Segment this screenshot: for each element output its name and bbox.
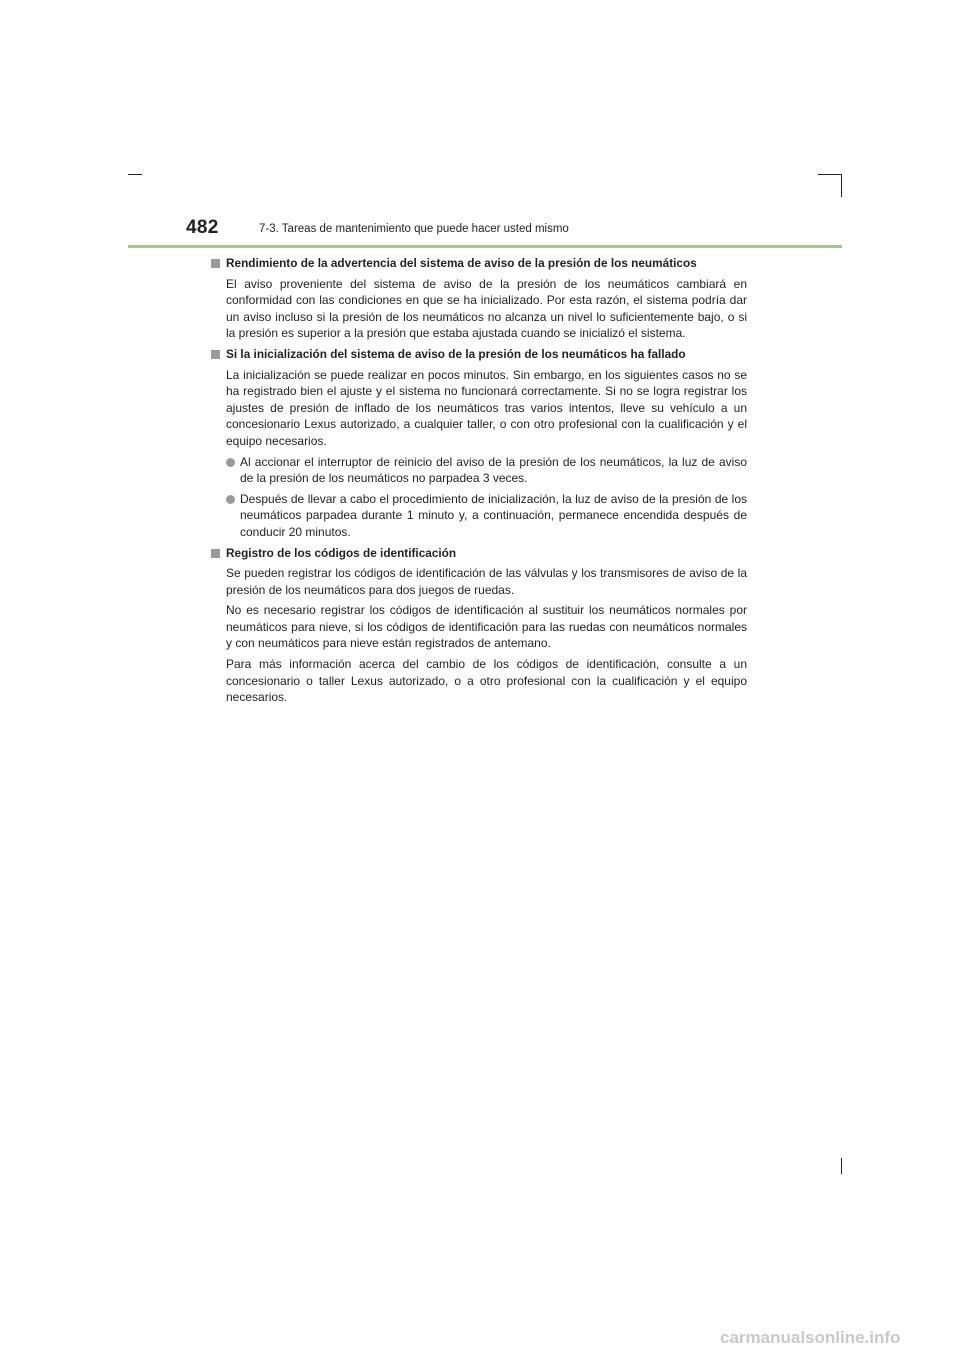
square-bullet-icon xyxy=(211,549,220,558)
page-content xyxy=(210,255,747,710)
square-bullet-icon xyxy=(211,350,220,359)
crop-mark-top-left-horizontal xyxy=(128,174,142,175)
bullet-item xyxy=(226,454,747,487)
square-bullet-icon xyxy=(211,259,220,268)
section-heading-text: Registro de los códigos de identificación xyxy=(226,545,457,560)
header-rule xyxy=(128,245,842,248)
section-id-code-registration xyxy=(210,545,747,706)
circle-bullet-icon xyxy=(226,495,235,504)
page-number: 482 xyxy=(186,217,219,238)
crop-mark-bottom-right-vertical xyxy=(841,1158,842,1174)
paragraph: La inicialización se puede realizar en pocos minutos. Sin embargo, en los siguientes casos no se ha registrado bien el ajuste y el sistema no funcionará correctamente. Si no se logra registrar los ajustes de presión de inflado de los neumáticos tras varios intentos, lleve su vehículo a un concesionario Lexus autorizado, a cualquier taller, o con otro profesional con la cualificación y el equipo necesarios. xyxy=(226,367,747,448)
section-initialization-failed xyxy=(210,346,747,541)
bullet-item xyxy=(226,491,747,541)
bullet-text: Después de llevar a cabo el procedimiento de inicialización, la luz de aviso de la presión de los neumáticos parpadea durante 1 minuto y, a continuación, permanece encendida después de conducir 20 minutos. xyxy=(240,491,747,539)
site-watermark: carmanualsonline.info xyxy=(720,1328,901,1347)
crop-mark-top-right-horizontal xyxy=(818,174,842,175)
bullet-text: Al accionar el interruptor de reinicio del aviso de la presión de los neumáticos, la luz de aviso de la presión de los neumáticos no parpadea 3 veces. xyxy=(240,454,747,486)
crop-mark-top-right-vertical xyxy=(841,174,842,197)
section-heading-text: Rendimiento de la advertencia del sistema de aviso de la presión de los neumáticos xyxy=(226,256,697,270)
paragraph: Se pueden registrar los códigos de identificación de las válvulas y los transmisores de aviso de la presión de los neumáticos para dos juegos de ruedas. xyxy=(226,566,747,597)
paragraph: El aviso proveniente del sistema de aviso de la presión de los neumáticos cambiará en conformidad con las condiciones en que se ha inicializado. Por esta razón, el sistema podría dar un aviso incluso si la presión de los neumáticos no alcanza un nivel lo suficientemente bajo, o si la presión es superior a la presión que estaba ajustada cuando se inicializó el sistema. xyxy=(226,276,747,341)
section-heading xyxy=(210,255,747,272)
circle-bullet-icon xyxy=(226,458,235,467)
section-heading-text: Si la inicialización del sistema de aviso de la presión de los neumáticos ha fallado xyxy=(226,346,686,361)
section-heading xyxy=(210,545,747,562)
page-header xyxy=(128,214,842,248)
section-heading xyxy=(210,346,747,363)
paragraph: Para más información acerca del cambio de los códigos de identificación, consulte a un concesionario o taller Lexus autorizado, o a otro profesional con la cualificación y el equipo necesarios. xyxy=(226,657,747,705)
section-tpws-performance xyxy=(210,255,747,342)
section-title: 7-3. Tareas de mantenimiento que puede hacer usted mismo xyxy=(259,223,569,235)
paragraph: No es necesario registrar los códigos de identificación al sustituir los neumáticos normales por neumáticos para nieve, si los códigos de identificación para las ruedas con neumáticos normales y con neumáticos para nieve están registrados de antemano. xyxy=(226,603,747,651)
